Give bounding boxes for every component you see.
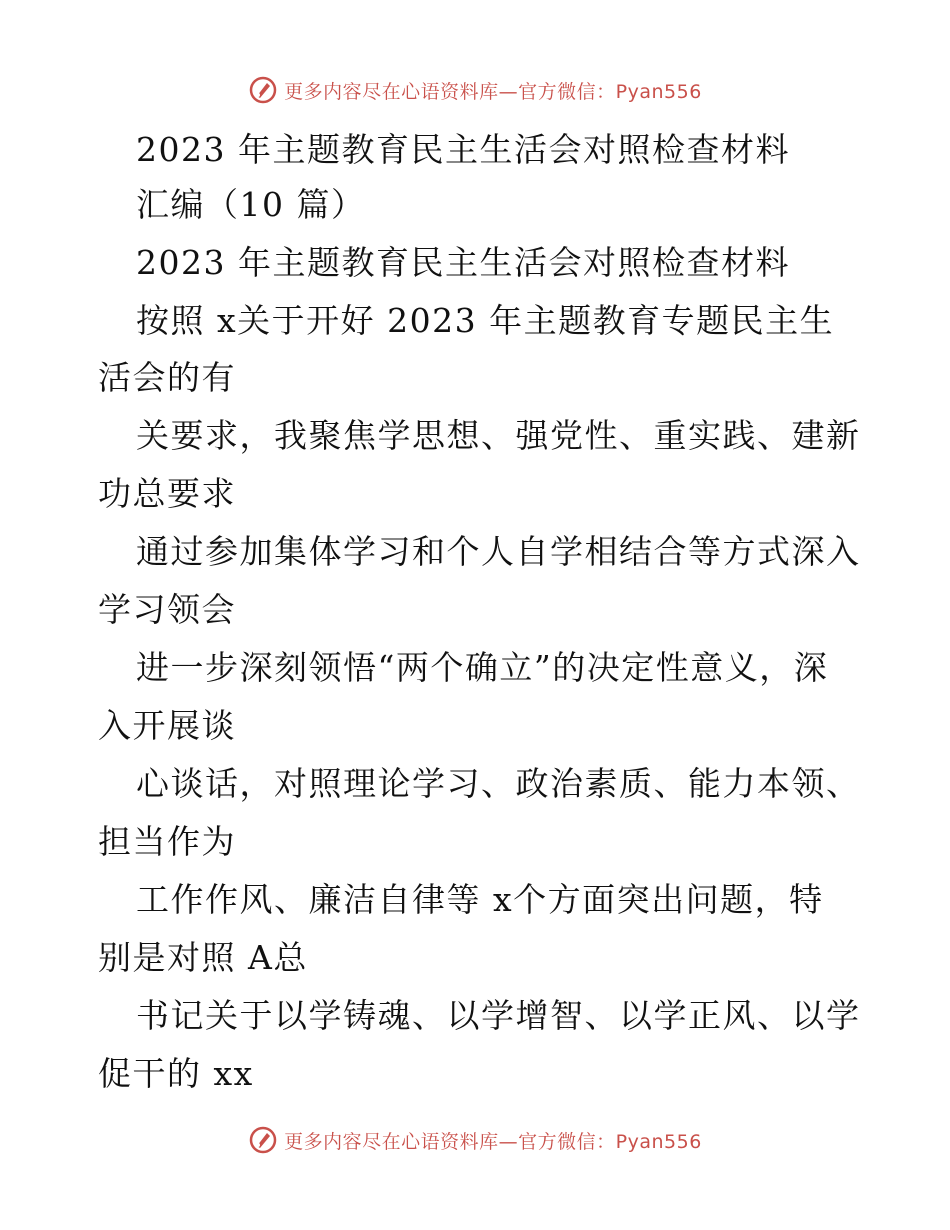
text-line: 通过参加集体学习和个人自学相结合等方式深入 [136,532,861,571]
pen-logo-icon [248,1125,278,1155]
text-line: 进一步深刻领悟“两个确立”的决定性意义，深 [136,648,829,687]
text-line: 关要求，我聚焦学思想、强党性、重实践、建新 [136,416,861,455]
doc-title-line-2: 汇编（10 篇） [136,185,366,224]
text-line: 别是对照 A总 [98,938,308,977]
text-line: 功总要求 [98,474,236,513]
text-line: 心谈话，对照理论学习、政治素质、能力本领、 [136,764,861,803]
text-line: 活会的有 [98,358,236,397]
pen-logo-icon [248,75,278,105]
footer-banner [0,1122,950,1158]
text-line: 按照 x关于开好 2023 年主题教育专题民主生 [136,301,835,340]
header-banner-text: 更多内容尽在心语资料库—官方微信：Pyan556 [284,80,702,103]
header-banner [0,72,950,108]
footer-banner-text: 更多内容尽在心语资料库—官方微信：Pyan556 [284,1130,702,1153]
text-line: 促干的 xx [98,1054,254,1093]
text-line: 工作作风、廉洁自律等 x个方面突出问题，特 [136,880,824,919]
doc-title-line-1: 2023 年主题教育民主生活会对照检查材料 [136,130,790,169]
text-line: 书记关于以学铸魂、以学增智、以学正风、以学 [136,996,861,1035]
text-line: 入开展谈 [98,706,236,745]
text-line: 担当作为 [98,822,236,861]
doc-subtitle: 2023 年主题教育民主生活会对照检查材料 [136,243,790,282]
text-line: 学习领会 [98,590,236,629]
